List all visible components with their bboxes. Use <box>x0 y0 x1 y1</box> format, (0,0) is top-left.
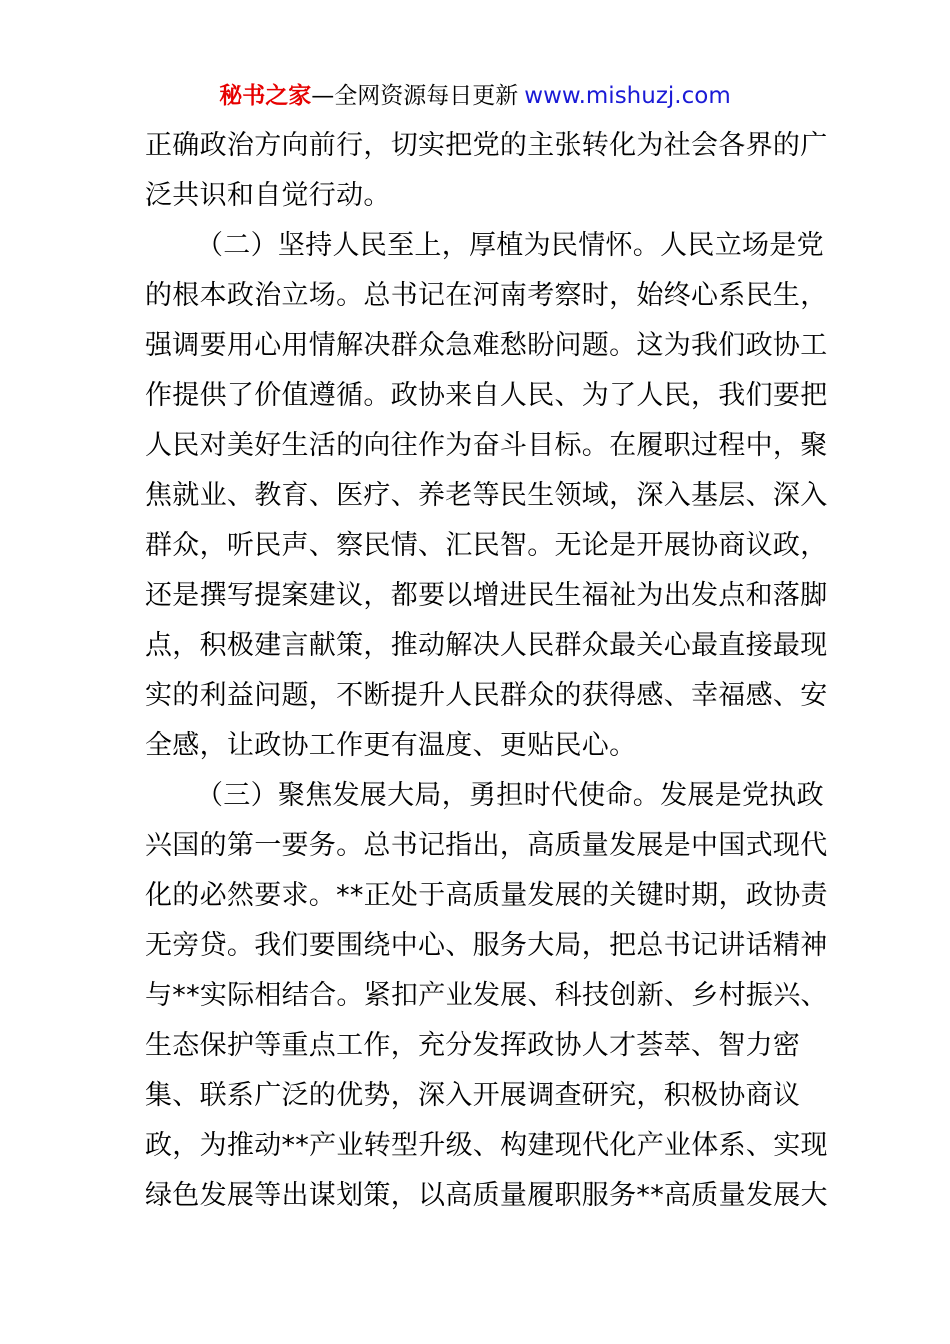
text-line: 还是撰写提案建议，都要以增进民生福祉为出发点和落脚 <box>145 580 828 611</box>
text-line: 政，为推动**产业转型升级、构建现代化产业体系、实现 <box>145 1130 828 1161</box>
text-line: 无旁贷。我们要围绕中心、服务大局，把总书记讲话精神 <box>145 930 828 961</box>
text-line: 焦就业、教育、医疗、养老等民生领域，深入基层、深入 <box>145 480 828 511</box>
text-line: 的根本政治立场。总书记在河南考察时，始终心系民生， <box>145 280 828 311</box>
site-brand: 秘书之家 <box>219 83 312 109</box>
text-line: 正确政治方向前行，切实把党的主张转化为社会各界的广 <box>145 130 828 161</box>
text-line: 化的必然要求。**正处于高质量发展的关键时期，政协责 <box>145 880 828 911</box>
text-line: 兴国的第一要务。总书记指出，高质量发展是中国式现代 <box>145 830 828 861</box>
site-url-link[interactable]: www.mishuzj.com <box>524 83 731 109</box>
text-line: 实的利益问题，不断提升人民群众的获得感、幸福感、安 <box>145 680 828 711</box>
text-line: 群众，听民声、察民情、汇民智。无论是开展协商议政， <box>145 530 828 561</box>
text-line: 集、联系广泛的优势，深入开展调查研究，积极协商议 <box>145 1080 801 1111</box>
text-line: 点，积极建言献策，推动解决人民群众最关心最直接最现 <box>145 630 828 661</box>
text-line: 作提供了价值遵循。政协来自人民、为了人民，我们要把 <box>145 380 828 411</box>
text-line: 与**实际相结合。紧扣产业发展、科技创新、乡村振兴、 <box>145 980 828 1011</box>
text-line: 人民对美好生活的向往作为奋斗目标。在履职过程中，聚 <box>145 430 828 461</box>
site-tagline: —全网资源每日更新 <box>311 83 519 109</box>
text-line: 泛共识和自觉行动。 <box>145 180 391 211</box>
text-line: 全感，让政协工作更有温度、更贴民心。 <box>145 730 637 761</box>
text-line: 绿色发展等出谋划策，以高质量履职服务**高质量发展大 <box>145 1180 828 1211</box>
paragraph-heading-line: （二）坚持人民至上，厚植为民情怀。人民立场是党 <box>196 230 824 261</box>
site-header <box>0 80 950 112</box>
text-line: 强调要用心用情解决群众急难愁盼问题。这为我们政协工 <box>145 330 828 361</box>
text-line: 生态保护等重点工作，充分发挥政协人才荟萃、智力密 <box>145 1030 801 1061</box>
paragraph-heading-line: （三）聚焦发展大局，勇担时代使命。发展是党执政 <box>196 780 824 811</box>
